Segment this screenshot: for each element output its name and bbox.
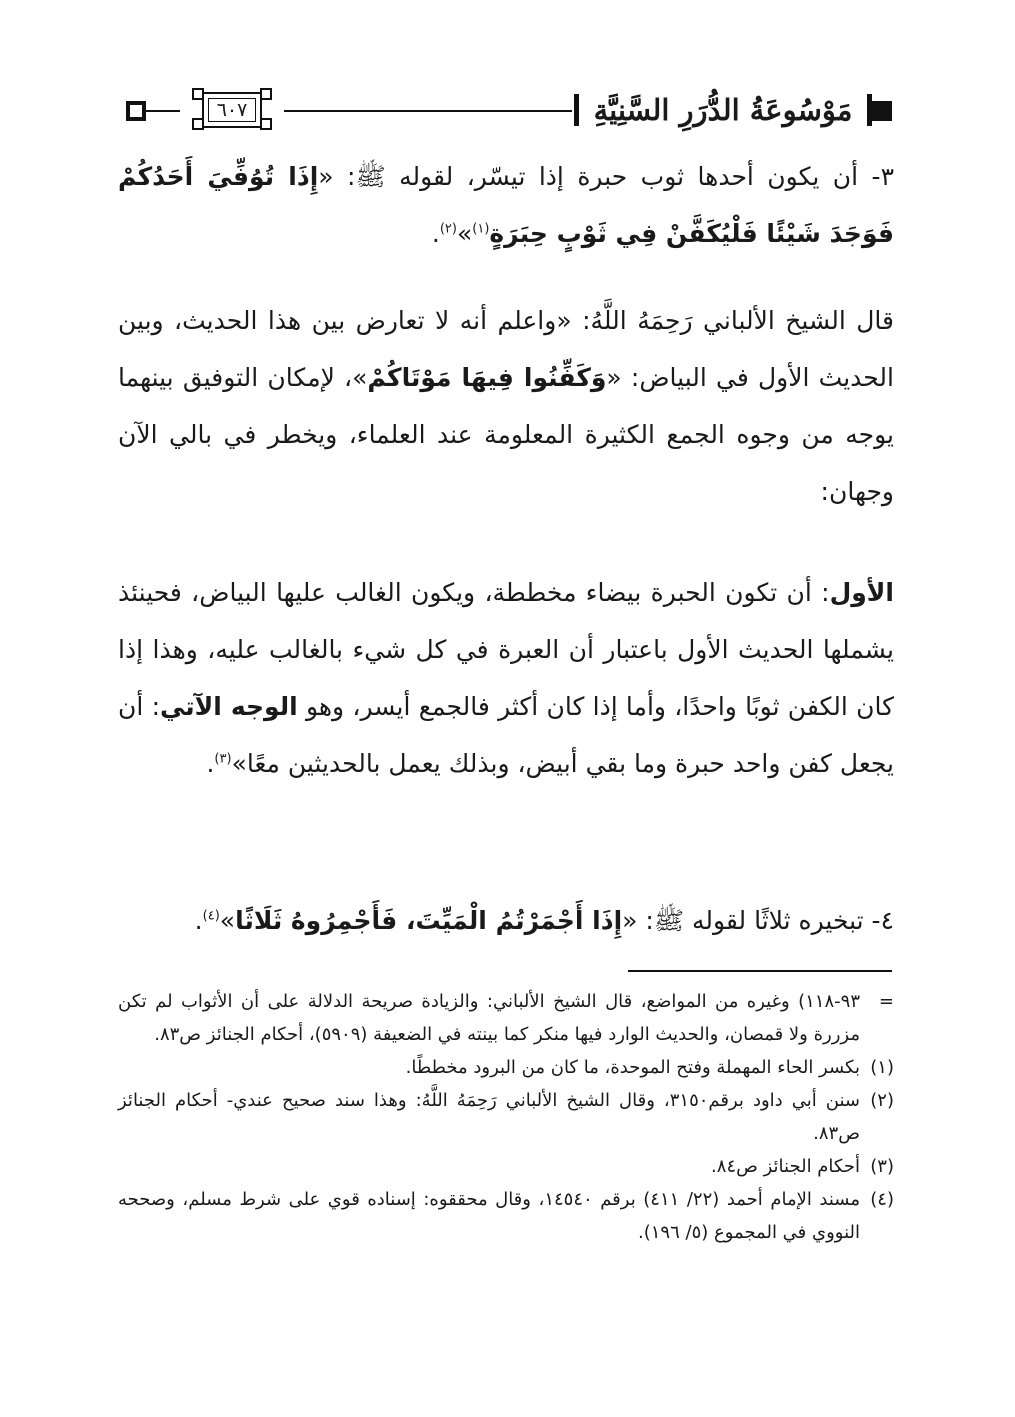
- footnote-ref: (٤): [202, 908, 220, 924]
- header-ornament-square-left: [126, 101, 146, 121]
- page-number: ٦٠٧: [216, 99, 248, 121]
- item-4-paragraph: ٤- تبخيره ثلاثًا لقوله ﷺ: «إِذَا أَجْمَرْتُمُ الْمَيِّتَ، فَأَجْمِرُوهُ ثَلَاثًا»$^{(٤)}$.: [194, 906, 894, 935]
- first-way-paragraph: الأول: أن تكون الحبرة بيضاء مخططة، ويكون الغالب عليها البياض، فحينئذ يشملها الحديث الأول باعتبار أن العبرة في كل شيء بالغالب عليه، وهذا إذا كان الكفن ثوبًا واحدًا، وأما إذا كان أكثر فالجمع أيسر، وهو الوجه الآتي: أن يجعل كفن واحد حبرة وما بقي أبيض، وبذلك يعمل بالحديثين معًا»$^{(٣)}$.: [118, 578, 894, 778]
- footnote-mark: (١): [870, 1057, 894, 1078]
- footnote-item: (٣) أحكام الجنائز ص٨٤.: [118, 1150, 894, 1183]
- page-number-frame: [186, 90, 278, 132]
- footnote-mark: (٢): [870, 1090, 894, 1111]
- book-title: مَوْسُوعَةُ الدُّرَرِ السَّنِيَّةِ: [593, 93, 853, 127]
- footnote-ref: (٣): [214, 751, 232, 767]
- frame-knot-ornament: [192, 118, 204, 130]
- footnote-ref: (١): [472, 221, 490, 237]
- header-bar: [574, 94, 579, 126]
- header-rule: [146, 110, 180, 112]
- frame-knot-ornament: [260, 118, 272, 130]
- footnote-separator: [628, 970, 892, 972]
- hadith-text: وَكَفِّنُوا فِيهَا مَوْتَاكُمْ: [367, 363, 607, 392]
- footnote-ref: (٢): [439, 221, 457, 237]
- footnote-mark: (٤): [870, 1189, 894, 1210]
- item-3-paragraph: ٣- أن يكون أحدها ثوب حبرة إذا تيسّر، لقوله ﷺ: «إِذَا تُوُفِّيَ أَحَدُكُمْ فَوَجَدَ شَيْئًا فَلْيُكَفَّنْ فِي ثَوْبٍ حِبَرَةٍ$^{(١)}$»$^{(٢)}$.: [118, 162, 894, 248]
- footnote-mark: =: [878, 991, 894, 1012]
- page-header: [120, 88, 892, 136]
- header-ornament-square-right: [872, 101, 892, 121]
- hadith-text: إِذَا تُوُفِّيَ أَحَدُكُمْ فَوَجَدَ شَيْئًا فَلْيُكَفَّنْ فِي ثَوْبٍ حِبَرَةٍ: [118, 162, 894, 248]
- hadith-text: إِذَا أَجْمَرْتُمُ الْمَيِّتَ، فَأَجْمِرُوهُ ثَلَاثًا: [235, 906, 623, 935]
- next-way-label: الوجه الآتي: [160, 692, 298, 721]
- frame-knot-ornament: [260, 88, 272, 100]
- footnote-item: (٤) مسند الإمام أحمد (٢٢/ ٤١١) برقم ١٤٥٤٠، وقال محققوه: إسناده قوي على شرط مسلم، وصححه النووي في المجموع (٥/ ١٩٦).: [118, 1183, 894, 1249]
- footnote-mark: (٣): [870, 1156, 894, 1177]
- frame-knot-ornament: [192, 88, 204, 100]
- footnote-item: (١) بكسر الحاء المهملة وفتح الموحدة، ما كان من البرود مخططًا.: [118, 1051, 894, 1084]
- footnote-item: = ٩٣-١١٨) وغيره من المواضع، قال الشيخ الألباني: والزيادة صريحة الدلالة على أن الأثواب لم تكن مزررة ولا قمصان، والحديث الوارد فيها منكر كما بينته في الضعيفة (٥٩٠٩)، أحكام الجنائز ص٨٣.: [118, 985, 894, 1051]
- footnote-item: (٢) سنن أبي داود برقم٣١٥٠، وقال الشيخ الألباني رَحِمَهُ اللَّهُ: وهذا سند صحيح عندي- أحكام الجنائز ص٨٣.: [118, 1084, 894, 1150]
- albani-quote-paragraph: قال الشيخ الألباني رَحِمَهُ اللَّهُ: «واعلم أنه لا تعارض بين هذا الحديث، وبين الحديث الأول في البياض: «وَكَفِّنُوا فِيهَا مَوْتَاكُمْ»، لإمكان التوفيق بينهما يوجه من وجوه الجمع الكثيرة المعلومة عند العلماء، ويخطر في بالي الآن وجهان:: [118, 306, 894, 506]
- header-rule: [284, 110, 572, 112]
- first-way-label: الأول: [829, 578, 894, 607]
- footnotes-section: [118, 985, 894, 1249]
